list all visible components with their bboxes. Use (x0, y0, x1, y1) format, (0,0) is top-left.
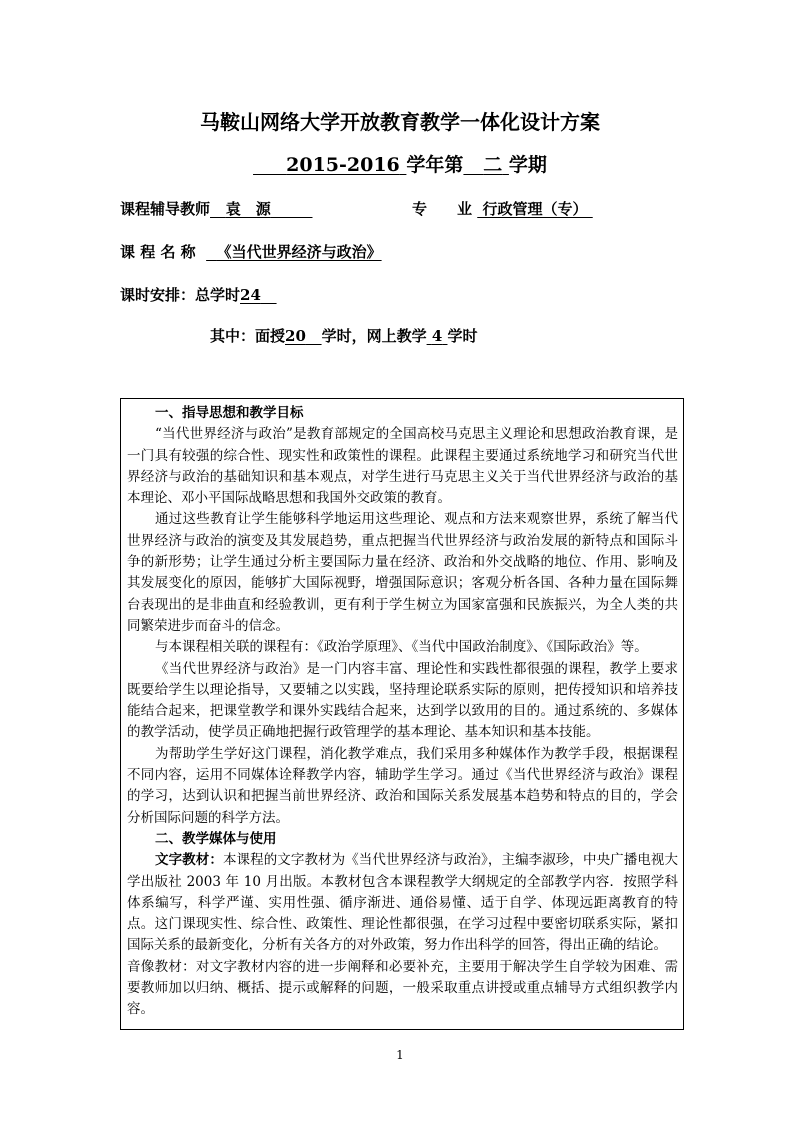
document-title: 马鞍山网络大学开放教育教学一体化设计方案 (200, 110, 600, 134)
teacher-line (120, 198, 312, 219)
hours-detail-line (210, 325, 478, 346)
paragraph: 为帮助学生学好这门课程，消化教学难点，我们采用多种媒体作为教学手段，根据课程不同内容，运用不同媒体诠释教学内容，辅助学生学习。通过《当代世界经济与政治》课程的学习，达到认识和把握当前世界经济、政治和国际关系发展基本趋势和特点的目的，学会分析国际问题的科学方法。 (127, 745, 678, 826)
hours-label: 课时安排：总学时 (120, 286, 241, 304)
hours-total: 24 (240, 286, 261, 304)
paragraph: “当代世界经济与政治”是教育部规定的全国高校马克思主义理论和思想政治教育课，是一门具有较强的综合性、现实性和政策性的课程。此课程主要通过系统地学习和研究当代世界经济与政治的基础知识和基本观点，对学生进行马克思主义关于当代世界经济与政治的基本理论、邓小平国际战略思想和我国外交政策的教育。 (127, 426, 678, 507)
section-heading-1: 一、指导思想和教学目标 (155, 405, 304, 421)
paragraph: 《当代世界经济与政治》是一门内容丰富、理论性和实践性都很强的课程，教学上要求既要给学生以理论指导，又要辅之以实践，坚持理论联系实际的原则，把传授知识和培养技能结合起来，把课堂教学和课外实践结合起来，达到学以致用的目的。通过系统的、多媒体的教学活动，使学员正确地把握行政管理学的基本理论、基本知识和基本技能。 (127, 660, 678, 741)
hours-detail-prefix: 其中：面授 (210, 327, 286, 345)
semester-suffix: 学期 (508, 154, 547, 176)
hours-line (120, 284, 277, 305)
paragraph: 音像教材：对文字教材内容的进一步阐释和必要补充，主要用于解决学生自学较为困难、需要教师加以归纳、概括、提示或解释的问题，一般采取重点讲授或重点辅导方式组织教学内容。 (127, 958, 678, 1018)
text-material-label: 文字教材： (155, 852, 223, 869)
text-material-body: 本课程的文字教材为《当代世界经济与政治》，主编李淑珍，中央广播电视大学出版社 2003 年 10 月出版。本教材包含本课程教学大纲规定的全部教学内容．按照学科体系编写，科学严谨、实用性强、循序渐进、通俗易懂、适于自学、体现远距离教育的特点。这门课现实性、综合性、政策性、理论性都很强，在学习过程中要密切联系实际，紧扣国际关系的最新变化，分析有关各方的对外政策，努力作出科学的回答，得出正确的结论。 (127, 852, 679, 954)
hours-face: 20 (285, 327, 306, 345)
teacher-name: 袁 源 (225, 200, 271, 218)
paragraph: 与本课程相关联的课程有：《政治学原理》、《当代中国政治制度》、《国际政治》等。 (155, 639, 648, 656)
course-value: 《当代世界经济与政治》 (216, 243, 382, 261)
semester-line (0, 150, 800, 177)
teacher-label: 课程辅导教师 (120, 200, 211, 218)
major-line (412, 198, 593, 219)
hours-online: 4 (431, 327, 443, 345)
hours-detail-suffix: 学时 (447, 327, 478, 345)
course-label: 课 程 名 称 (120, 243, 196, 261)
hours-detail-mid: 学时，网上教学 (321, 327, 427, 345)
section-heading-2: 二、教学媒体与使用 (155, 830, 277, 847)
semester-value: 二 (483, 154, 503, 176)
major-value: 行政管理（专） (482, 200, 588, 218)
year-suffix: 学年第 (406, 154, 464, 176)
year-value: 2015-2016 (286, 154, 400, 176)
paragraph: 通过这些教育让学生能够科学地运用这些理论、观点和方法来观察世界，系统了解当代世界经济与政治的演变及其发展趋势，重点把握当代世界经济与政治发展的新特点和国际斗争的新形势；让学生通过分析主要国际力量在经济、政治和外交战略的地位、作用、影响及其发展变化的原因，能够扩大国际视野，增强国际意识；客观分析各国、各种力量在国际舞台表现出的是非曲直和经验教训，更有利于学生树立为国家富强和民族振兴，为全人类的共同繁荣进步而奋斗的信念。 (127, 511, 678, 634)
page-number: 1 (396, 1048, 404, 1062)
major-label: 专 业 (412, 200, 473, 218)
paragraph (127, 850, 678, 956)
content-box (120, 398, 684, 1030)
course-line (120, 241, 382, 262)
